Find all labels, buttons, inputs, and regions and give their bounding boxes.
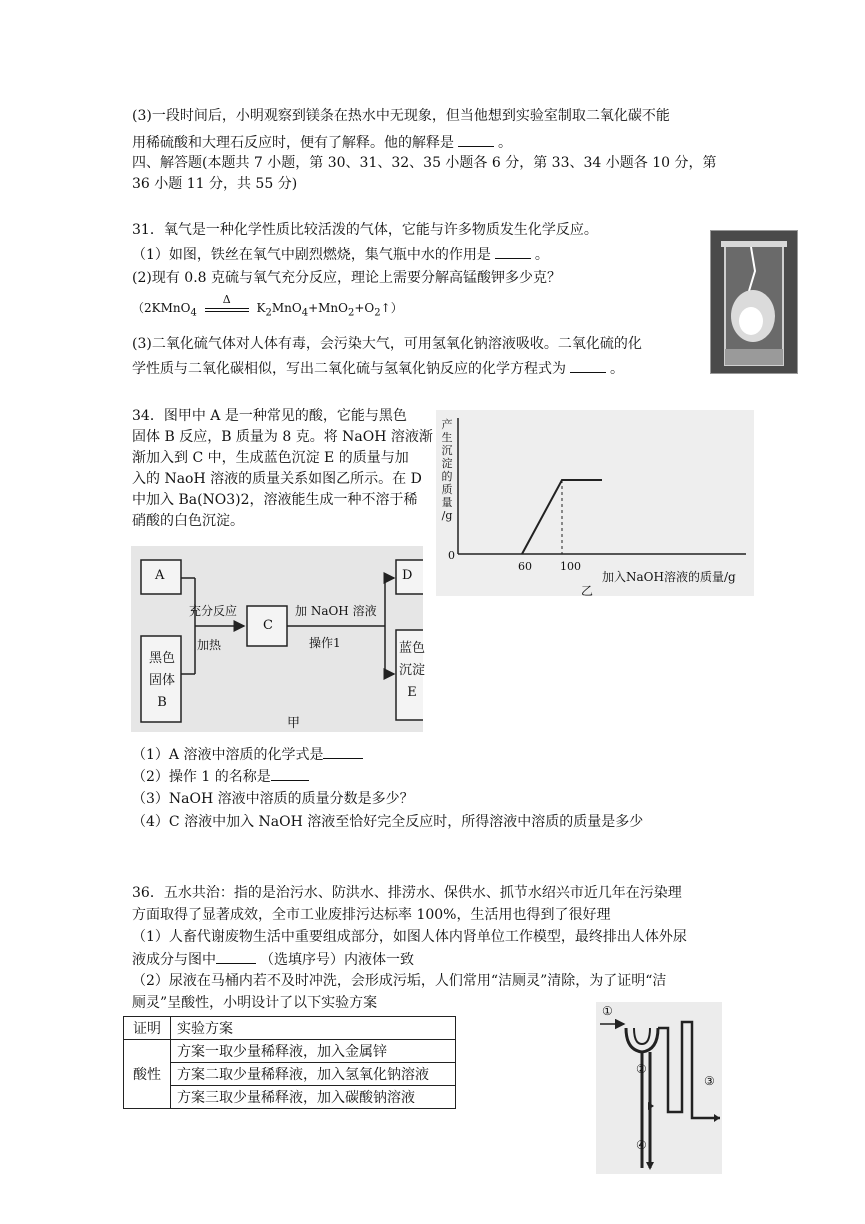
- q36-line5: （2）尿液在马桶内若不及时冲洗，会形成污垢，人们常用“洁厕灵”清除，为了证明“洁: [132, 973, 667, 989]
- table-row: [124, 1063, 456, 1086]
- q31-part3-text: 学性质与二氧化碳相似，写出二氧化硫与氢氧化钠反应的化学方程式为: [132, 361, 566, 377]
- box-b-line: B: [157, 695, 167, 710]
- eq-sub: 4: [190, 307, 197, 319]
- y-label-char: 质: [441, 483, 453, 496]
- delta-symbol: Δ: [222, 293, 231, 306]
- eq-sub: 4: [301, 307, 309, 319]
- eq-sub: 2: [265, 307, 272, 319]
- q31-part1: [132, 244, 549, 265]
- q30-part3-line2: [132, 132, 512, 153]
- label-1: ①: [602, 1004, 613, 1018]
- y-label-char: 沉: [441, 444, 453, 457]
- q31-part1-end: 。: [534, 247, 549, 263]
- q34-line5: 中加入 Ba(NO3)2，溶液能生成一种不溶于稀: [132, 492, 418, 508]
- arrow2-top-label: 加 NaOH 溶液: [295, 604, 377, 618]
- q34-sub1: [132, 744, 367, 765]
- q36-line2: 方面取得了显著成效，全市工业废排污达标率 100%，生活用也得到了很好理: [132, 907, 611, 923]
- q34-line3: 渐加入到 C 中，生成蓝色沉淀 E 的质量与加: [132, 450, 409, 466]
- q36-line4: [132, 949, 414, 970]
- section4-header-line1: 四、解答题(本题共 7 小题，第 30、31、32、35 小题各 6 分，第 33、34 小题各 10 分，第: [132, 155, 717, 171]
- q31-equation: [132, 293, 403, 323]
- y-label-char: 量: [441, 496, 453, 509]
- q34-line2: 固体 B 反应，B 质量为 8 克。将 NaOH 溶液渐: [132, 429, 433, 445]
- eq-end: ↑）: [380, 301, 403, 315]
- y-label-char: 产: [441, 418, 453, 431]
- flowchart: [131, 546, 423, 732]
- answer-blank: [495, 244, 531, 259]
- x-tick-0: 0: [448, 549, 455, 562]
- flowchart-caption: 甲: [287, 716, 301, 731]
- q31-part2: (2)现有 0.8 克硫与氧气充分反应，理论上需要分解高锰酸钾多少克？: [132, 270, 561, 286]
- arrow1-top-label: 充分反应: [189, 604, 238, 618]
- q34-line6: 硝酸的白色沉淀。: [132, 513, 244, 529]
- box-d-label: D: [402, 568, 413, 583]
- q34-sub2-text: （2）操作 1 的名称是: [132, 769, 271, 785]
- table-cell: 方案三取少量稀释液，加入碳酸钠溶液: [171, 1086, 456, 1109]
- x-tick-60: 60: [518, 560, 532, 573]
- experiment-table: [123, 1016, 456, 1109]
- precipitate-mass-graph: [436, 410, 754, 596]
- eq-product: K: [256, 301, 266, 315]
- y-label-char: 的: [441, 470, 453, 483]
- graph-caption: 乙: [581, 584, 594, 598]
- answer-blank: [458, 132, 494, 147]
- section4-header-line2: 36 小题 11 分，共 55 分): [132, 176, 298, 192]
- q30-part3-text: 用稀硫酸和大理石反应时，便有了解释。他的解释是: [132, 135, 454, 151]
- box-c-label: C: [263, 618, 273, 633]
- box-e-line: E: [407, 685, 417, 700]
- q30-part3-line1: (3)一段时间后，小明观察到镁条在热水中无现象，但当他想到实验室制取二氧化碳不能: [132, 108, 670, 124]
- arrow2-bottom-label: 操作1: [309, 636, 341, 650]
- iron-burning-image: [711, 231, 797, 373]
- eq-sub: 2: [374, 307, 381, 319]
- q34-sub1-text: （1）A 溶液中溶质的化学式是: [132, 747, 324, 763]
- table-cell: 方案一取少量稀释液，加入金属锌: [171, 1040, 456, 1063]
- q31-part1-text: （1）如图，铁丝在氧气中剧烈燃烧，集气瓶中水的作用是: [132, 247, 491, 263]
- q34-line4: 入的 NaoH 溶液的质量关系如图乙所示。在 D: [132, 471, 422, 487]
- label-4: ④: [636, 1138, 647, 1152]
- y-label-char: 生: [441, 431, 453, 444]
- eq-sub: 2: [348, 307, 355, 319]
- box-b-line: 固体: [148, 673, 175, 688]
- box-b-label: [147, 648, 177, 714]
- box-e-line: 蓝色: [398, 641, 425, 656]
- table-cell: 方案二取少量稀释液，加入氢氧化钠溶液: [171, 1063, 456, 1086]
- table-row: [124, 1040, 456, 1063]
- label-2: ②: [636, 1062, 647, 1076]
- eq-product: MnO: [271, 301, 302, 315]
- answer-blank: [216, 949, 256, 964]
- box-a-label: A: [155, 568, 165, 583]
- q36-line4-end: （选填序号）内液体一致: [260, 952, 414, 968]
- table-row-label: 酸性: [124, 1040, 171, 1109]
- q30-part3-end: 。: [498, 135, 512, 151]
- answer-blank: [323, 744, 363, 759]
- y-label-char: 淀: [441, 457, 453, 470]
- eq-heat-sign: [205, 293, 249, 312]
- nephron-svg: [596, 1002, 722, 1174]
- answer-blank: [570, 358, 606, 373]
- y-label-char: /g: [441, 509, 453, 522]
- table-header-row: [124, 1017, 456, 1040]
- q31-part3-line2: [132, 358, 624, 379]
- table-header-cell: 证明: [124, 1017, 171, 1040]
- box-b-line: 黑色: [148, 651, 175, 666]
- x-axis-label: 加入NaOH溶液的质量/g: [602, 570, 736, 584]
- iron-burning-photo: [710, 230, 798, 374]
- answer-blank: [271, 766, 309, 781]
- arrow1-bottom-label: 加热: [197, 638, 222, 652]
- eq-product: +MnO: [308, 301, 348, 315]
- q31-part3-end: 。: [610, 361, 624, 377]
- q36-line4-text: 液成分与图中: [132, 952, 216, 968]
- y-axis-label: [440, 418, 454, 522]
- eq-product: +O: [354, 301, 375, 315]
- box-e-label: [397, 638, 427, 704]
- nephron-model-figure: [596, 1002, 722, 1174]
- table-header-cell: 实验方案: [171, 1017, 456, 1040]
- label-3: ③: [704, 1074, 715, 1088]
- table-row: [124, 1086, 456, 1109]
- q36-line3: （1）人畜代谢废物生活中重要组成部分，如图人体内肾单位工作模型，最终排出人体外尿: [132, 929, 687, 945]
- q34-line1: 34．图甲中 A 是一种常见的酸，它能与黑色: [132, 408, 407, 424]
- q34-sub4: （4）C 溶液中加入 NaOH 溶液至恰好完全反应时，所得溶液中溶质的质量是多少: [132, 814, 644, 830]
- box-e-line: 沉淀: [398, 663, 425, 678]
- x-tick-100: 100: [560, 560, 581, 573]
- q34-sub2: [132, 766, 313, 787]
- q31-part3-line1: (3)二氧化硫气体对人体有毒，会污染大气，可用氢氧化钠溶液吸收。二氧化硫的化: [132, 336, 642, 352]
- q36-line1: 36．五水共治：指的是治污水、防洪水、排涝水、保供水、抓节水绍兴市近几年在污染理: [132, 885, 682, 901]
- q34-sub3: （3）NaOH 溶液中溶质的质量分数是多少？: [132, 791, 414, 807]
- q36-line6: 厕灵”呈酸性，小明设计了以下实验方案: [132, 995, 378, 1011]
- q31-intro: 31．氧气是一种化学性质比较活泼的气体，它能与许多物质发生化学反应。: [132, 222, 598, 238]
- eq-reactant: （2KMnO: [132, 301, 191, 315]
